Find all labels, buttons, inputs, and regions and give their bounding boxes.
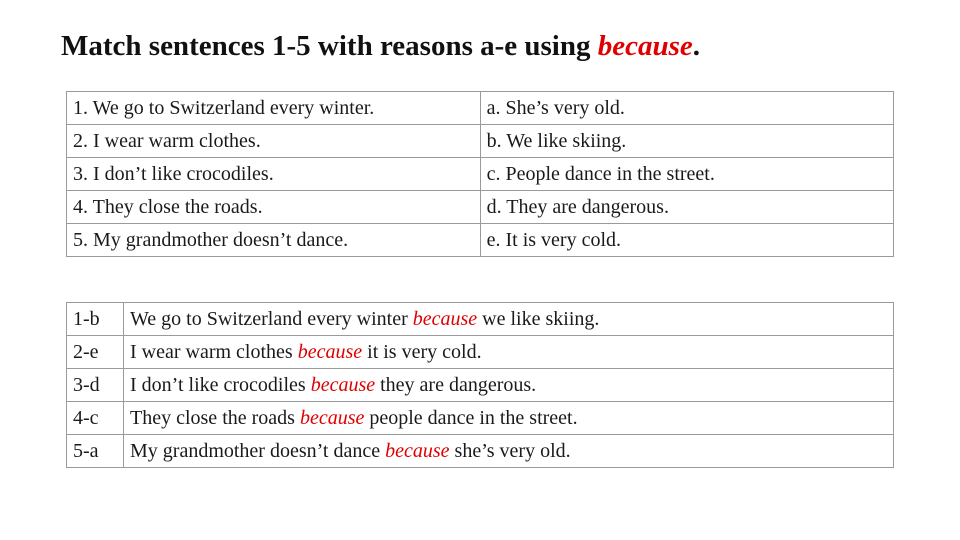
answer-key: 4-c (67, 402, 124, 435)
sentence-cell: 3. I don’t like crocodiles. (67, 158, 481, 191)
answer-key: 3-d (67, 369, 124, 402)
because-keyword: because (412, 307, 478, 330)
answer-sentence (124, 369, 894, 402)
clause-reason: it is very cold. (362, 340, 482, 363)
reason-cell: c. People dance in the street. (480, 158, 893, 191)
reason-cell: e. It is very cold. (480, 224, 893, 257)
answer-sentence (124, 402, 894, 435)
table-row (67, 158, 894, 191)
sentence-cell: 2. I wear warm clothes. (67, 125, 481, 158)
sentence-cell: 1. We go to Switzerland every winter. (67, 92, 481, 125)
answer-key: 1-b (67, 303, 124, 336)
because-keyword: because (310, 373, 376, 396)
table-row (67, 191, 894, 224)
clause-main: We go to Switzerland every winter (130, 307, 413, 330)
clause-reason: people dance in the street. (364, 406, 578, 429)
table-row (67, 303, 894, 336)
title-suffix: . (692, 30, 701, 62)
table-row (67, 224, 894, 257)
table-row (67, 402, 894, 435)
clause-main: My grandmother doesn’t dance (130, 439, 386, 462)
sentence-cell: 5. My grandmother doesn’t dance. (67, 224, 481, 257)
clause-main: I wear warm clothes (130, 340, 298, 363)
clause-reason: we like skiing. (477, 307, 600, 330)
table-row (67, 369, 894, 402)
clause-reason: she’s very old. (449, 439, 571, 462)
answer-sentence (124, 303, 894, 336)
clause-main: They close the roads (130, 406, 300, 429)
answer-sentence (124, 435, 894, 468)
table-row (67, 92, 894, 125)
reason-cell: d. They are dangerous. (480, 191, 893, 224)
answer-key: 5-a (67, 435, 124, 468)
because-keyword: because (299, 406, 365, 429)
because-keyword: because (297, 340, 363, 363)
table-row (67, 435, 894, 468)
reason-cell: b. We like skiing. (480, 125, 893, 158)
reason-cell: a. She’s very old. (480, 92, 893, 125)
clause-main: I don’t like crocodiles (130, 373, 311, 396)
table-row (67, 125, 894, 158)
title-keyword: because (597, 30, 693, 62)
clause-reason: they are dangerous. (375, 373, 537, 396)
matching-table (66, 91, 894, 257)
answer-sentence (124, 336, 894, 369)
title-prefix: Match sentences 1-5 with reasons a-e using (61, 30, 598, 62)
answer-key: 2-e (67, 336, 124, 369)
because-keyword: because (385, 439, 450, 462)
answer-table (66, 302, 894, 468)
page-title (61, 30, 700, 63)
sentence-cell: 4. They close the roads. (67, 191, 481, 224)
table-row (67, 336, 894, 369)
